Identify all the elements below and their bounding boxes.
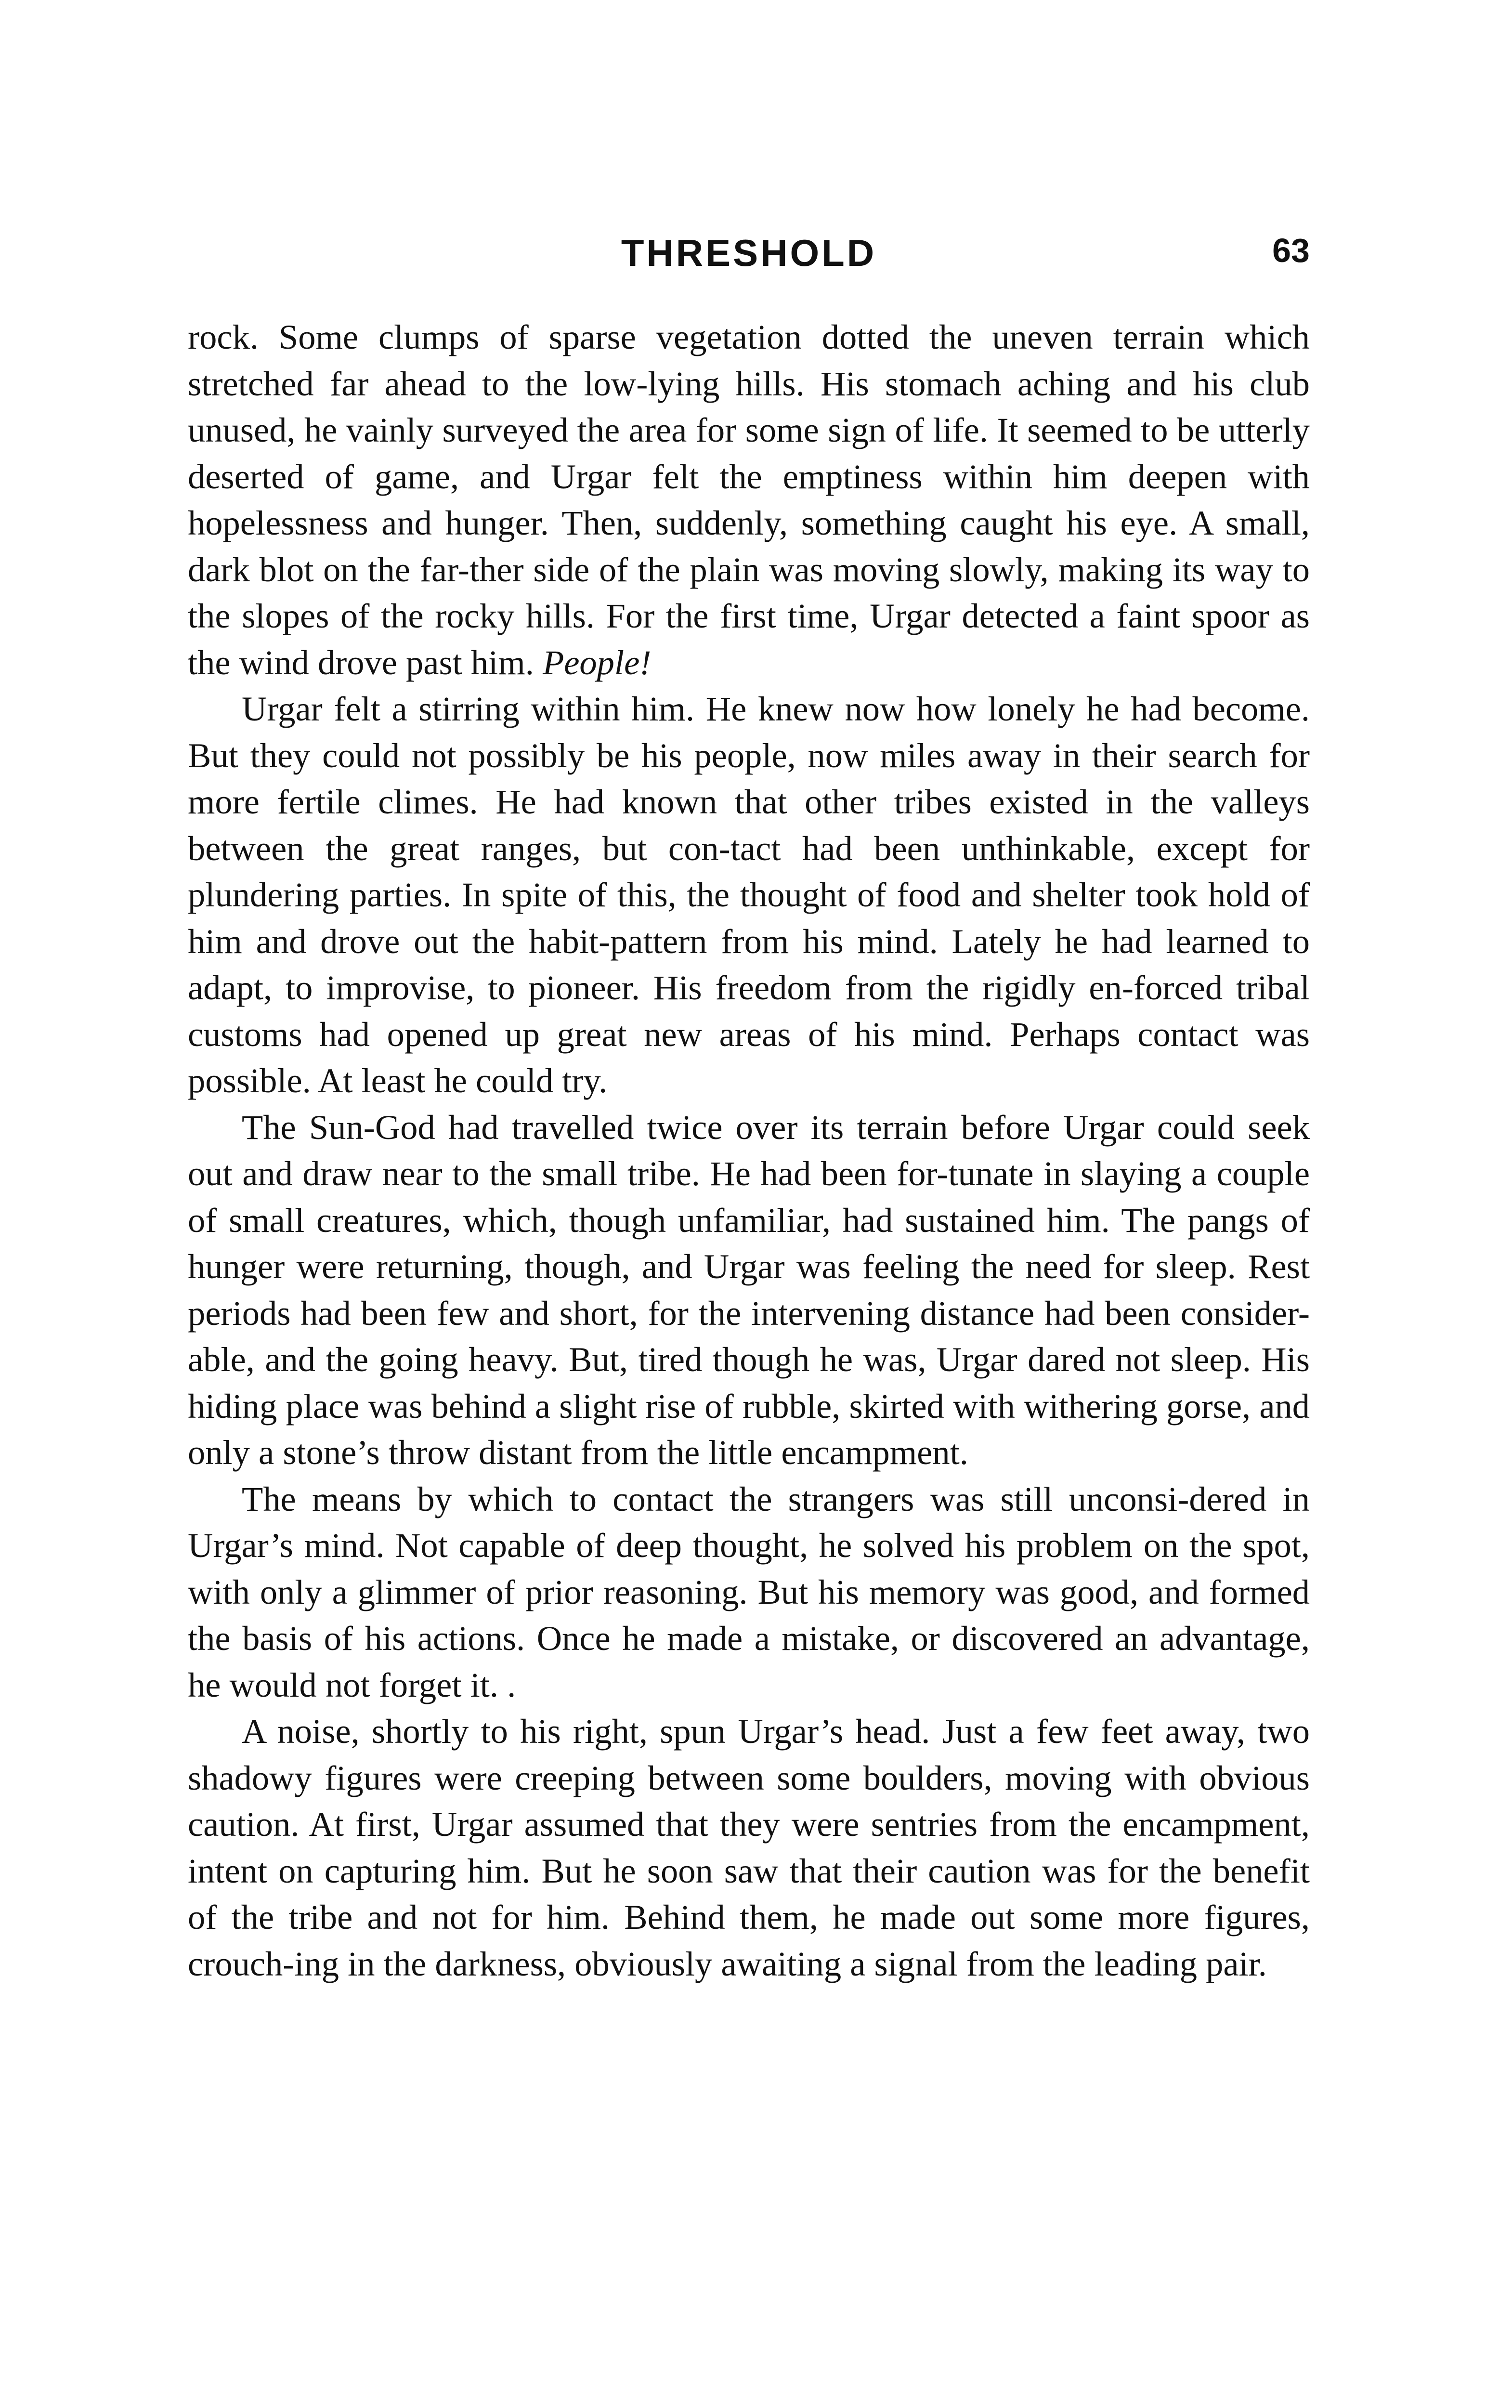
- paragraph-1: [188, 314, 1310, 686]
- page-number: 63: [1272, 232, 1310, 269]
- page-header: [188, 231, 1310, 289]
- running-title: THRESHOLD: [621, 232, 877, 274]
- body-text: [188, 314, 1310, 1987]
- paragraph-1-text: rock. Some clumps of sparse vegetation dotted the uneven terrain which stretched far ahead to the low-lying hills. His stomach aching and his club unused, he vainly surveyed the area for some sign of life. It seemed to be utterly deserted of game, and Urgar felt the emptiness within him deepen with hopelessness and hunger. Then, suddenly, something caught his eye. A small, dark blot on the far-ther side of the plain was moving slowly, making its way to the slopes of the rocky hills. For the first time, Urgar detected a faint spoor as the wind drove past him.: [188, 317, 1310, 682]
- paragraph-5: A noise, shortly to his right, spun Urgar’s head. Just a few feet away, two shadowy figures were creeping between some boulders, moving with obvious caution. At first, Urgar assumed that they were sentries from the encampment, intent on capturing him. But he soon saw that their caution was for the benefit of the tribe and not for him. Behind them, he made out some more figures, crouch-ing in the darkness, obviously awaiting a signal from the leading pair.: [188, 1712, 1310, 1983]
- paragraph-3: The Sun-God had travelled twice over its terrain before Urgar could seek out and draw near to the small tribe. He had been for-tunate in slaying a couple of small creatures, which, though unfamiliar, had sustained him. The pangs of hunger were returning, though, and Urgar was feeling the need for sleep. Rest periods had been few and short, for the intervening distance had been consider-able, and the going heavy. But, tired though he was, Urgar dared not sleep. His hiding place was behind a slight rise of rubble, skirted with withering gorse, and only a stone’s throw distant from the little encampment.: [188, 1107, 1310, 1472]
- paragraph-2: Urgar felt a stirring within him. He knew now how lonely he had become. But they could not possibly be his people, now miles away in their search for more fertile climes. He had known that other tribes existed in the valleys between the great ranges, but con-tact had been unthinkable, except for plundering parties. In spite of this, the thought of food and shelter took hold of him and drove out the habit-pattern from his mind. Lately he had learned to adapt, to improvise, to pioneer. His freedom from the rigidly en-forced tribal customs had opened up great new areas of his mind. Perhaps contact was possible. At least he could try.: [188, 689, 1310, 1100]
- paragraph-1-italic: People!: [542, 642, 652, 682]
- paragraph-4: The means by which to contact the strangers was still unconsi-dered in Urgar’s mind. Not capable of deep thought, he solved his problem on the spot, with only a glimmer of prior reasoning. But his memory was good, and formed the basis of his actions. Once he made a mistake, or discovered an advantage, he would not forget it. .: [188, 1479, 1310, 1704]
